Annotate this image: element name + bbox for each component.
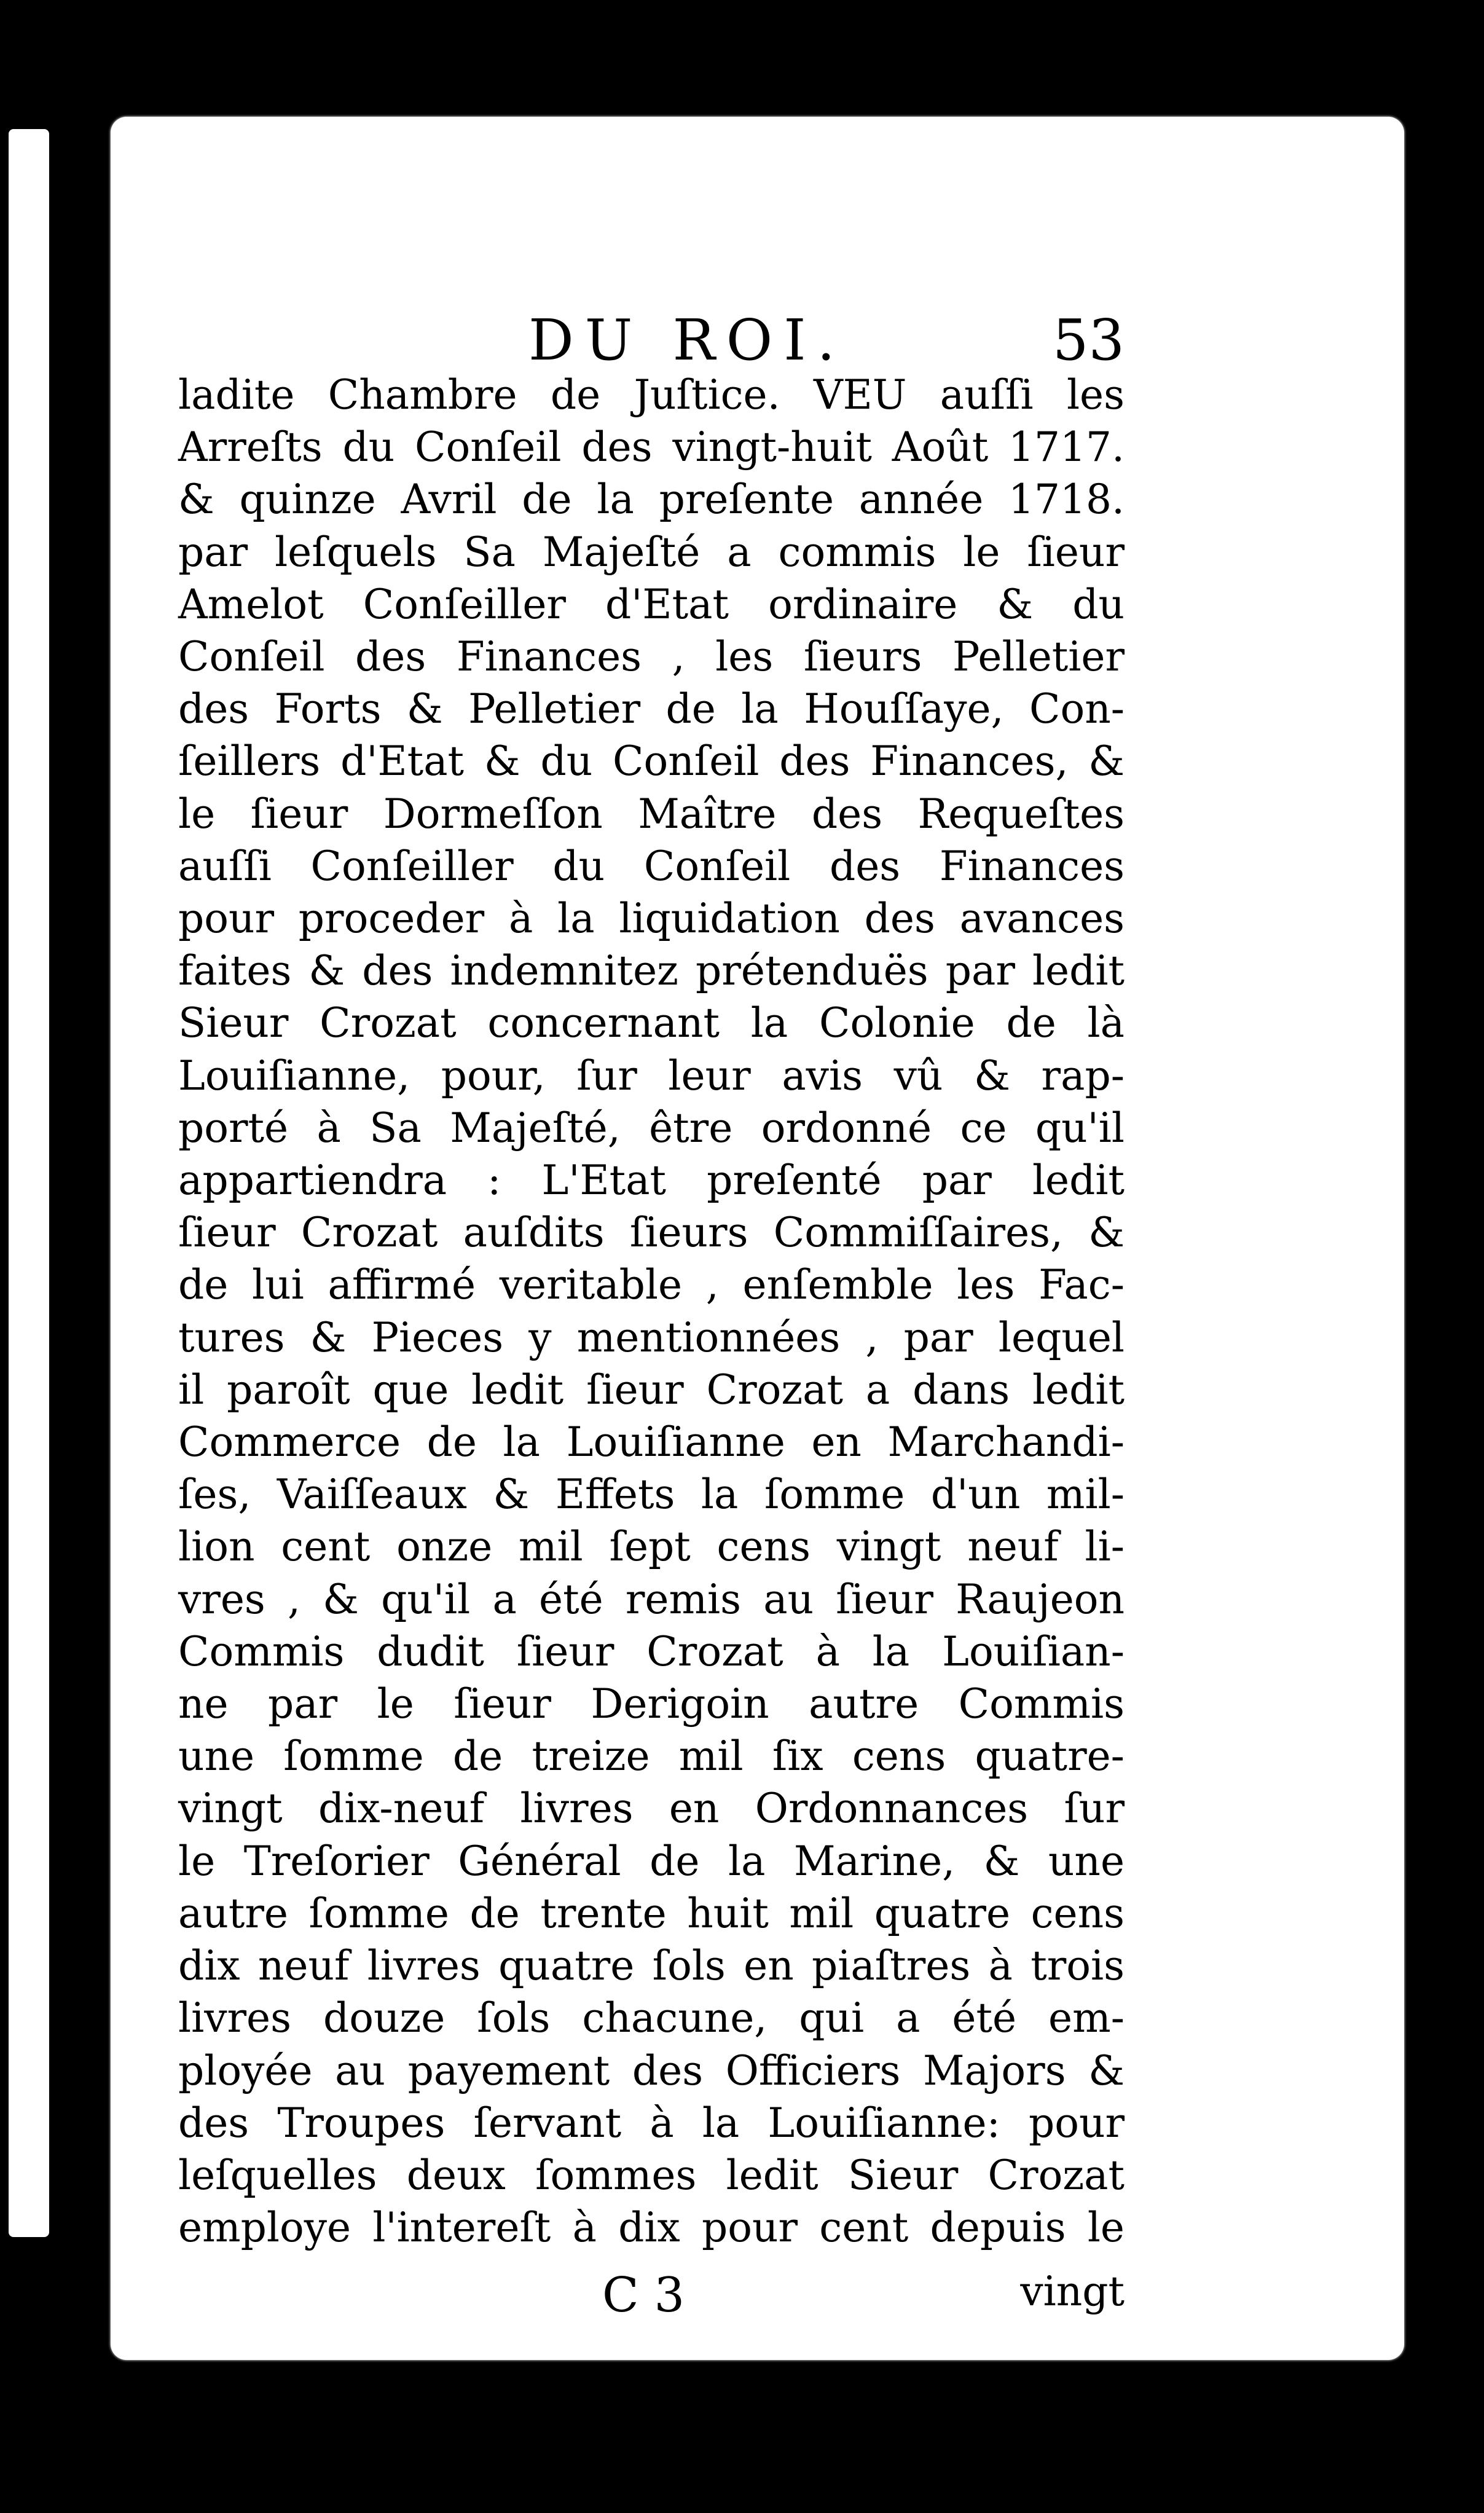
text-line: ſieur Crozat auſdits ſieurs Commiſſaires, & <box>178 1209 1125 1257</box>
text-line: auſſi Conſeiller du Conſeil des Finances <box>178 842 1125 890</box>
text-line: par leſquels Sa Majeſté a commis le ſieur <box>178 528 1125 576</box>
text-line: lion cent onze mil ſept cens vingt neuf li- <box>178 1523 1125 1571</box>
text-line: faites & des indemnitez prétenduës par ledit <box>178 947 1125 995</box>
running-title: DU ROI. <box>528 307 846 373</box>
text-line: livres douze ſols chacune, qui a été em- <box>178 1994 1125 2042</box>
text-line: Arreſts du Conſeil des vingt-huit Août 1717. <box>178 423 1125 471</box>
text-line: & quinze Avril de la preſente année 1718. <box>178 476 1125 524</box>
text-line: de lui affirmé veritable , enſemble les Fac- <box>178 1261 1125 1309</box>
catchword: vingt <box>1020 2268 1125 2315</box>
text-line: ſeillers d'Etat & du Conſeil des Finances, & <box>178 737 1125 785</box>
text-line: ſes, Vaiſſeaux & Effets la ſomme d'un mil- <box>178 1471 1125 1519</box>
text-line: ladite Chambre de Juſtice. VEU auſſi les <box>178 371 1125 419</box>
text-line: des Forts & Pelletier de la Houſſaye, Con- <box>178 685 1125 733</box>
text-line: dix neuf livres quatre ſols en piaſtres à trois <box>178 1942 1125 1990</box>
text-line: pour proceder à la liquidation des avances <box>178 895 1125 943</box>
text-line: autre ſomme de trente huit mil quatre cens <box>178 1889 1125 1937</box>
body-text <box>178 369 1125 2254</box>
text-line: appartiendra : L'Etat preſenté par ledit <box>178 1157 1125 1205</box>
text-line: des Troupes ſervant à la Louiſianne: pour <box>178 2099 1125 2147</box>
text-line: Sieur Crozat concernant la Colonie de là <box>178 999 1125 1047</box>
text-line: employe l'intereſt à dix pour cent depuis le <box>178 2204 1125 2252</box>
text-line: vingt dix-neuf livres en Ordonnances ſur <box>178 1785 1125 1833</box>
running-head <box>178 301 1125 373</box>
text-line: vres , & qu'il a été remis au ſieur Raujeon <box>178 1575 1125 1623</box>
text-line: une ſomme de treize mil ſix cens quatre- <box>178 1732 1125 1780</box>
text-line: ployée au payement des Officiers Majors & <box>178 2047 1125 2094</box>
text-line: Amelot Conſeiller d'Etat ordinaire & du <box>178 580 1125 628</box>
text-line: le Treſorier Général de la Marine, & une <box>178 1837 1125 1885</box>
adjacent-page-edge <box>9 129 49 2237</box>
text-line: Commis dudit ſieur Crozat à la Louiſian- <box>178 1627 1125 1675</box>
book-page <box>111 117 1404 2360</box>
text-line: porté à Sa Majeſté, être ordonné ce qu'il <box>178 1104 1125 1152</box>
text-line: il paroît que ledit ſieur Crozat a dans ledit <box>178 1366 1125 1414</box>
page-footer <box>178 2268 1125 2323</box>
text-line: le ſieur Dormeſſon Maître des Requeſtes <box>178 790 1125 838</box>
text-line: Louiſianne, pour, ſur leur avis vû & rap- <box>178 1052 1125 1099</box>
text-line: ne par le ſieur Derigoin autre Commis <box>178 1680 1125 1728</box>
text-line: Commerce de la Louiſianne en Marchandi- <box>178 1418 1125 1466</box>
signature-mark: C 3 <box>602 2268 685 2323</box>
text-line: tures & Pieces y mentionnées , par lequel <box>178 1313 1125 1361</box>
text-line: Conſeil des Finances , les ſieurs Pelletier <box>178 633 1125 681</box>
text-line: leſquelles deux ſommes ledit Sieur Crozat <box>178 2151 1125 2199</box>
page-number: 53 <box>1052 307 1125 373</box>
